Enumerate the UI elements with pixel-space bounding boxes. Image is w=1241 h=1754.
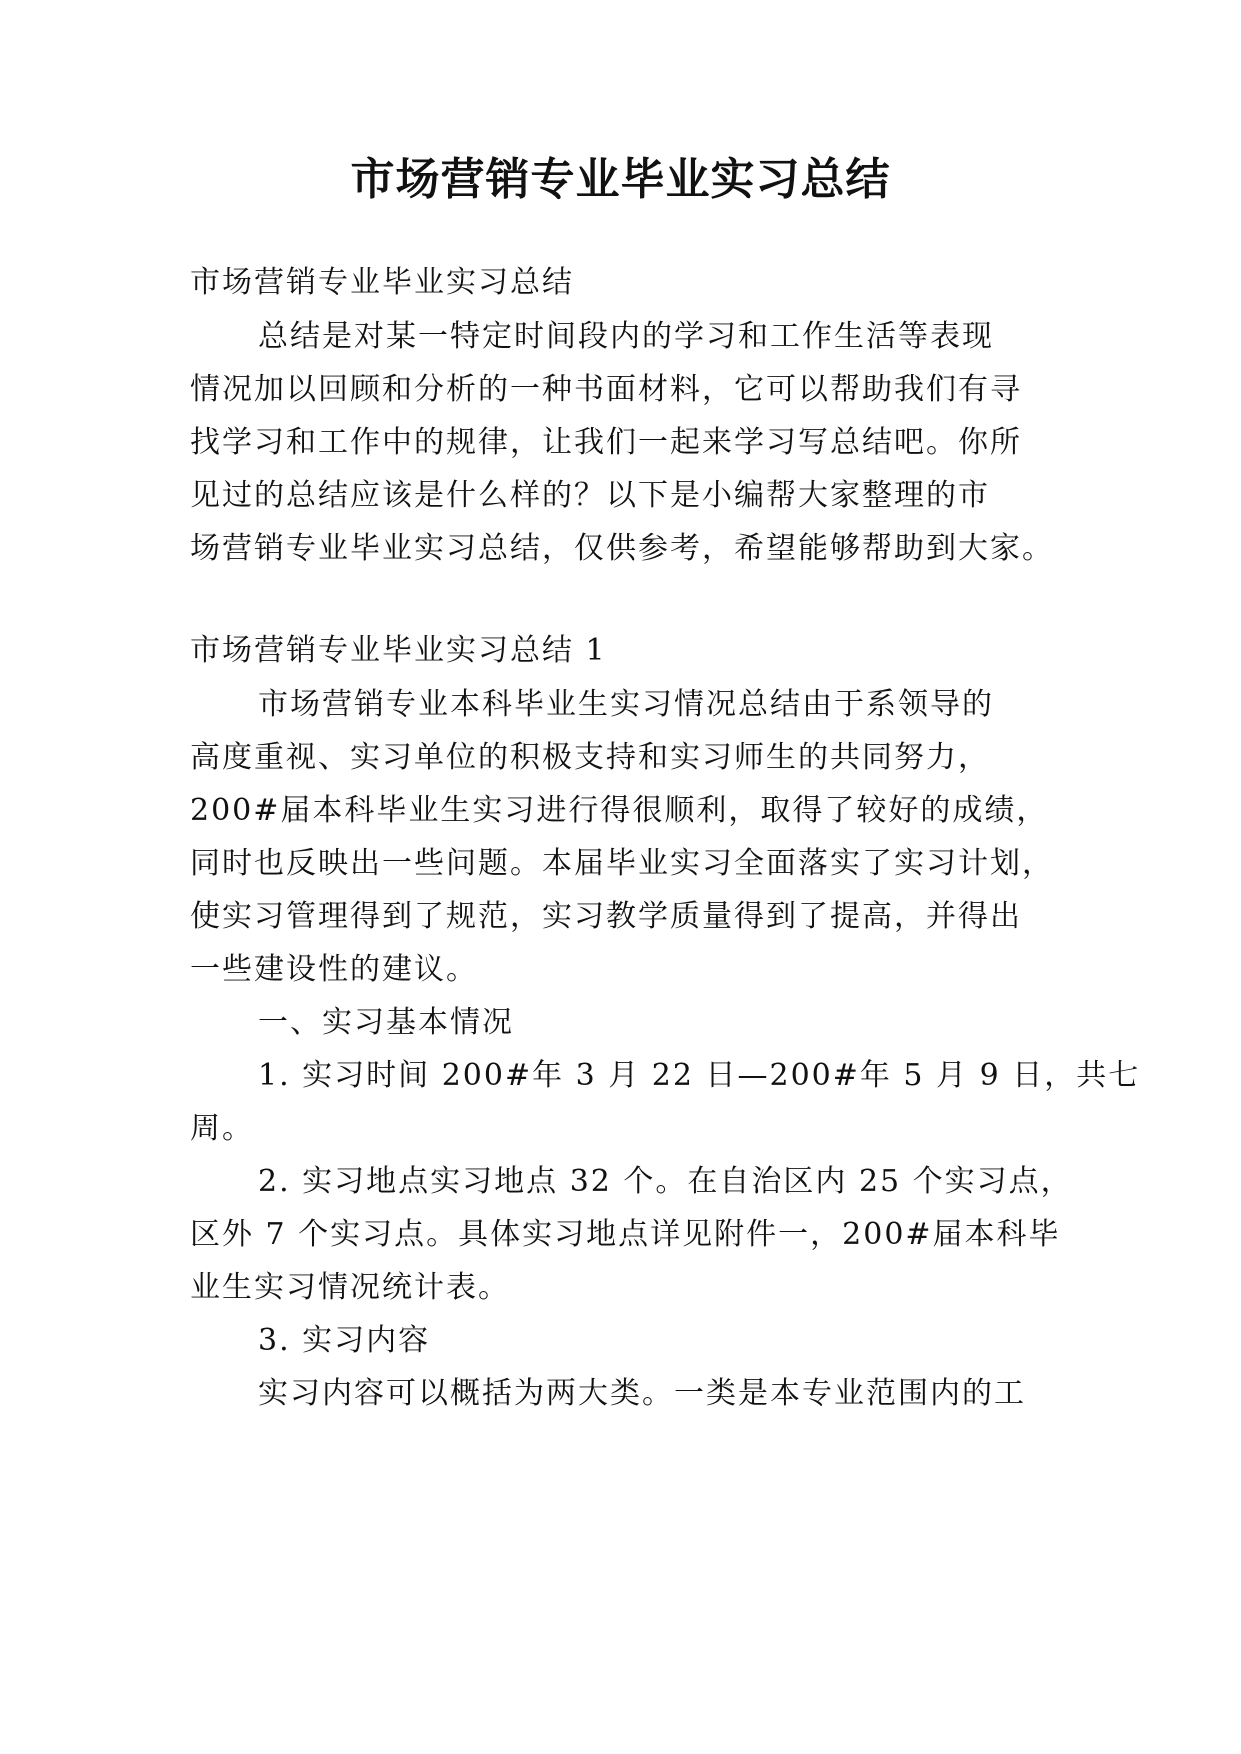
subsection-heading: 一、实习基本情况 <box>258 1005 514 1040</box>
paragraph-line: 找学习和工作中的规律，让我们一起来学习写总结吧。你所 <box>190 425 1022 460</box>
paragraph-line: 使实习管理得到了规范，实习教学质量得到了提高，并得出 <box>190 899 1022 934</box>
paragraph-line: 高度重视、实习单位的积极支持和实习师生的共同努力， <box>190 740 990 775</box>
subtitle-line: 市场营销专业毕业实习总结 <box>190 265 574 300</box>
paragraph-line: 场营销专业毕业实习总结，仅供参考，希望能够帮助到大家。 <box>190 531 1054 566</box>
paragraph-line: 实习内容可以概括为两大类。一类是本专业范围内的工 <box>258 1376 1026 1411</box>
paragraph-line: 总结是对某一特定时间段内的学习和工作生活等表现 <box>258 319 994 354</box>
paragraph-line: 见过的总结应该是什么样的？以下是小编帮大家整理的市 <box>190 478 990 513</box>
paragraph-line: 市场营销专业本科毕业生实习情况总结由于系领导的 <box>258 687 994 722</box>
paragraph-line: 2. 实习地点实习地点 32 个。在自治区内 25 个实习点， <box>258 1164 1073 1199</box>
paragraph-line: 一些建设性的建议。 <box>190 952 478 987</box>
paragraph-line: 情况加以回顾和分析的一种书面材料，它可以帮助我们有寻 <box>190 372 1022 407</box>
paragraph-line: 同时也反映出一些问题。本届毕业实习全面落实了实习计划， <box>190 846 1054 881</box>
subsection-heading: 3. 实习内容 <box>258 1323 431 1358</box>
paragraph-line: 1. 实习时间 200#年 3 月 22 日—200#年 5 月 9 日，共七 <box>258 1058 1141 1093</box>
paragraph-line: 业生实习情况统计表。 <box>190 1270 510 1305</box>
paragraph-line: 200#届本科毕业生实习进行得很顺利，取得了较好的成绩， <box>190 793 1049 828</box>
document-title: 市场营销专业毕业实习总结 <box>350 154 891 205</box>
section-heading: 市场营销专业毕业实习总结 1 <box>190 633 607 668</box>
paragraph-line: 区外 7 个实习点。具体实习地点详见附件一，200#届本科毕 <box>190 1217 1061 1252</box>
paragraph-line: 周。 <box>190 1111 254 1146</box>
